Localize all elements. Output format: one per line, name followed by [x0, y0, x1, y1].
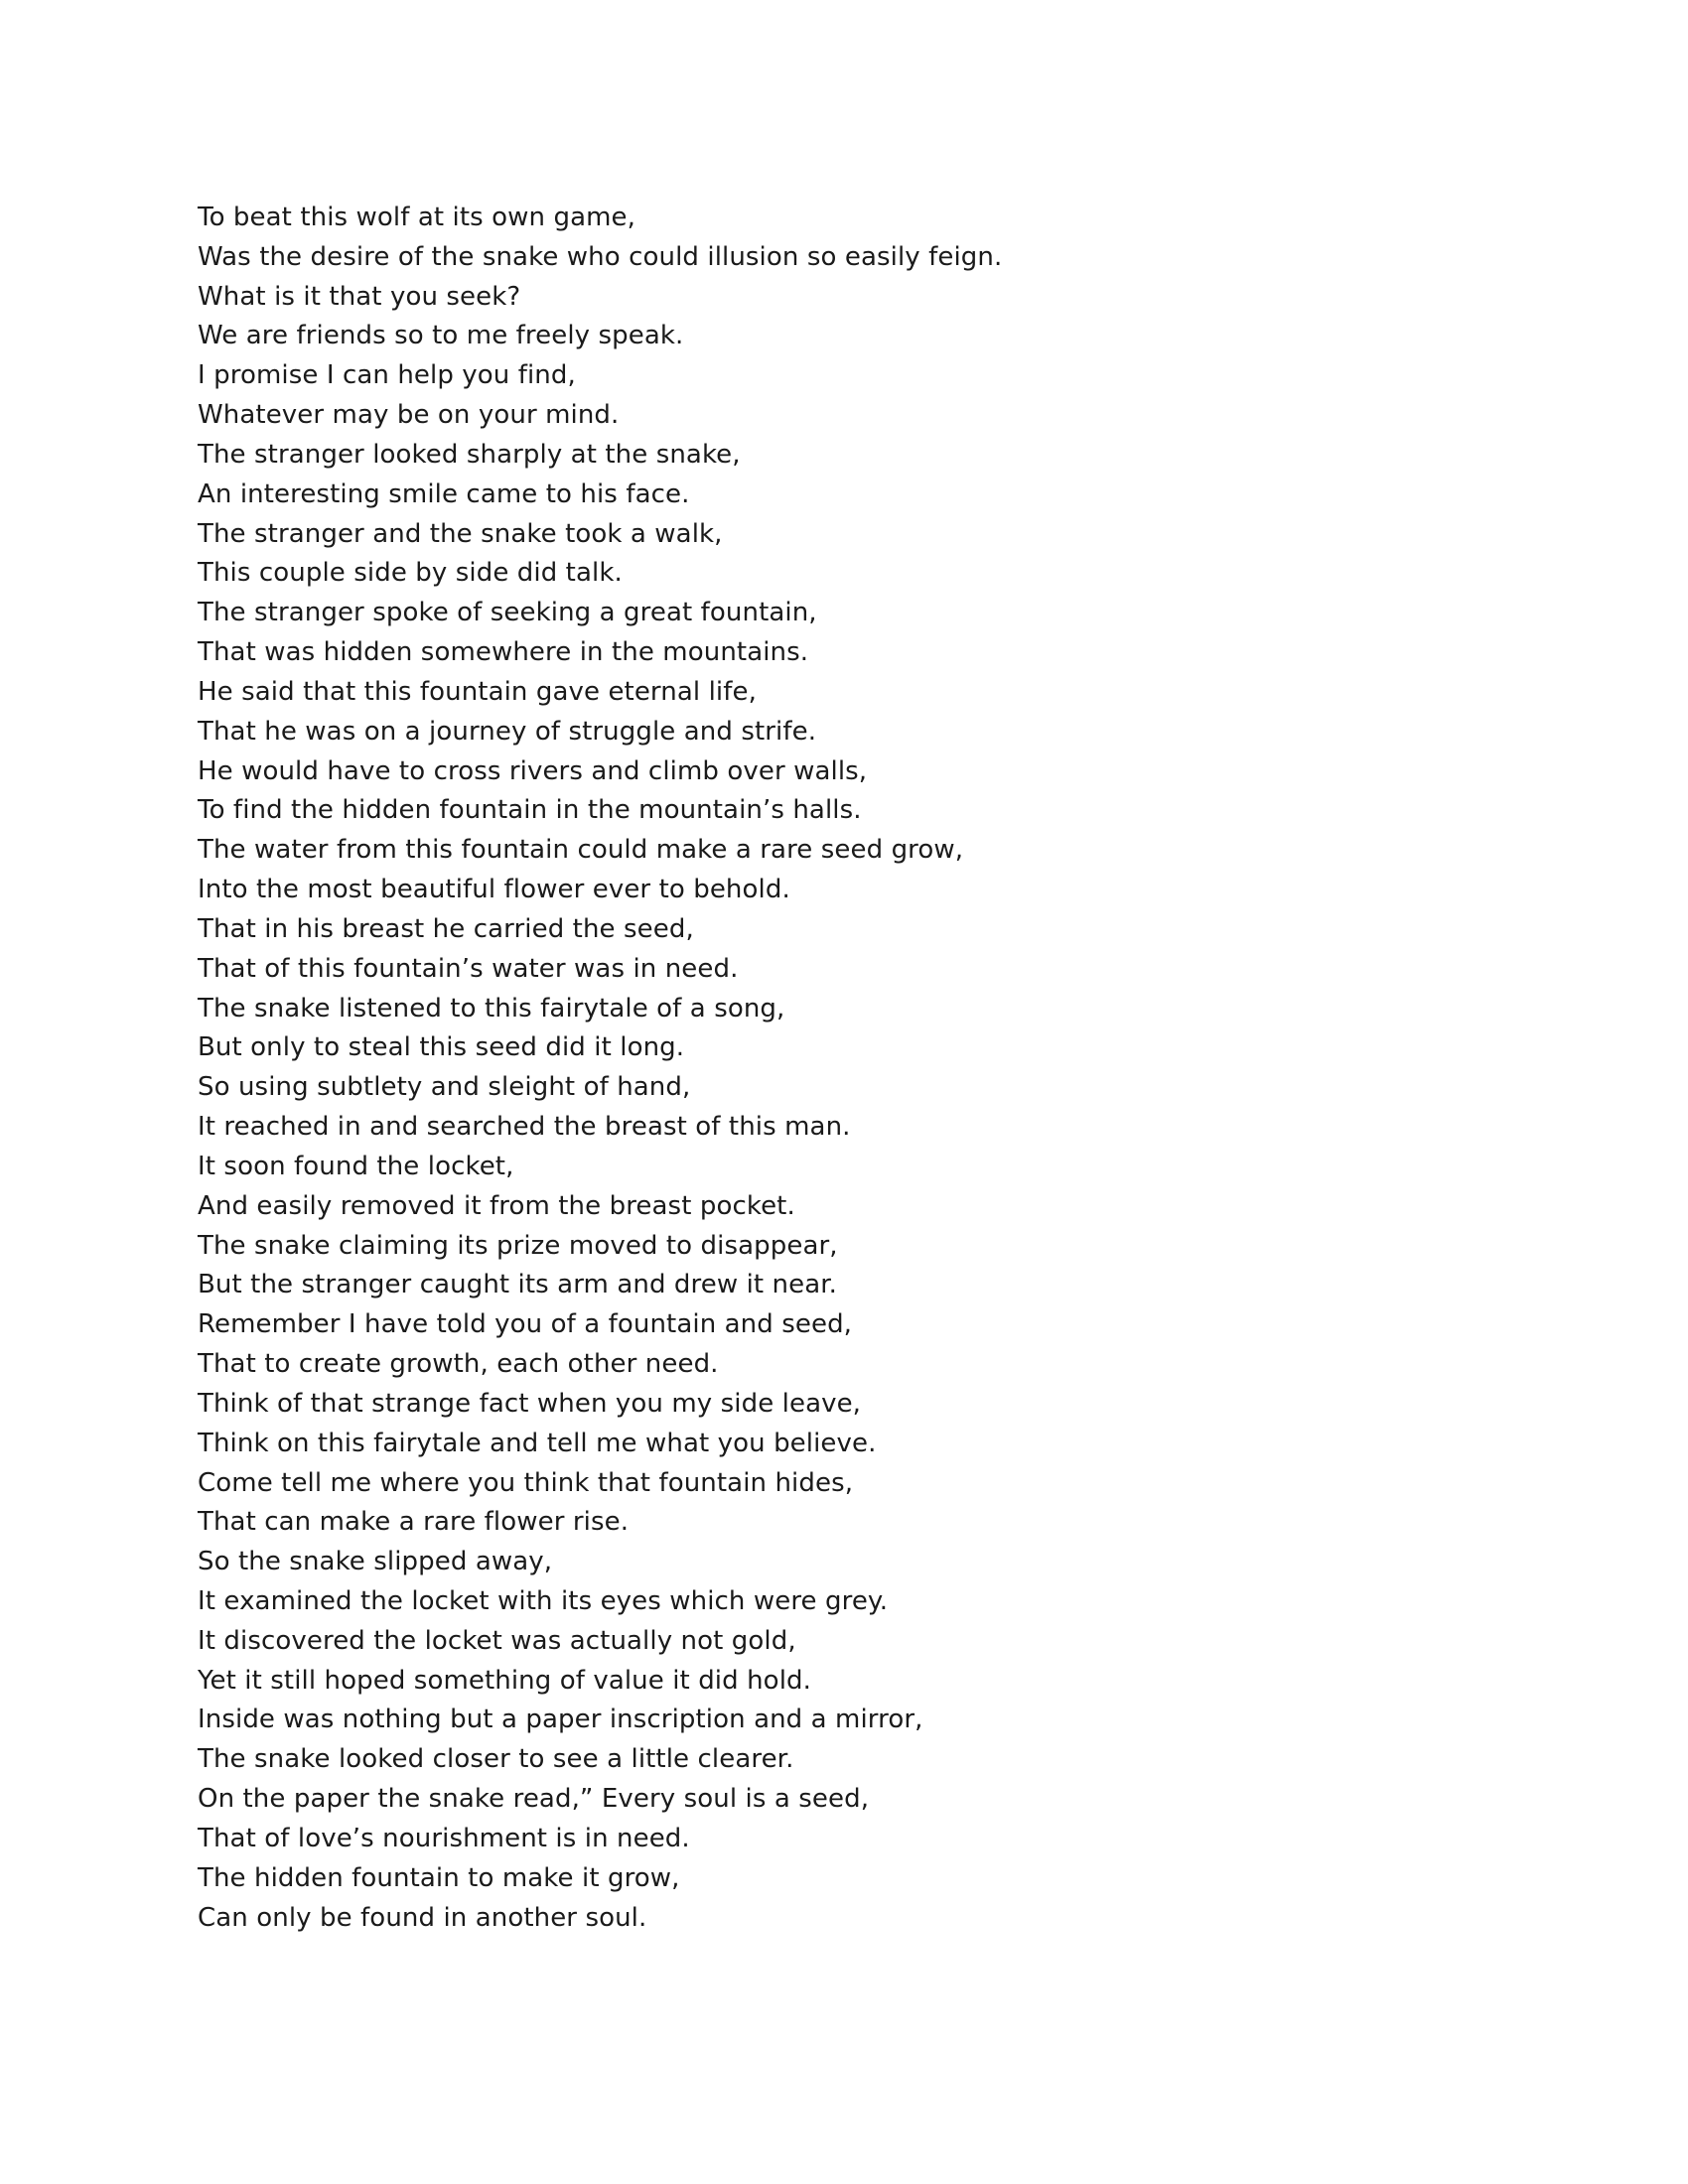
poem-line: The snake listened to this fairytale of a song,	[198, 993, 785, 1024]
poem-line: The snake looked closer to see a little clearer.	[198, 1744, 794, 1775]
poem-line: Was the desire of the snake who could illusion so easily feign.	[198, 241, 1003, 272]
poem-line: To find the hidden fountain in the mountain’s halls.	[198, 795, 862, 826]
poem-line: Can only be found in another soul.	[198, 1902, 647, 1933]
poem-line: And easily removed it from the breast pocket.	[198, 1190, 795, 1221]
poem-line: The stranger spoke of seeking a great fountain,	[198, 598, 817, 628]
poem-line: That to create growth, each other need.	[198, 1349, 719, 1380]
poem-line: An interesting smile came to his face.	[198, 478, 690, 509]
poem-line: That of love’s nourishment is in need.	[198, 1823, 690, 1853]
poem-body	[198, 199, 1488, 1938]
poem-line: On the paper the snake read,” Every soul is a seed,	[198, 1784, 870, 1815]
poem-line: It examined the locket with its eyes which were grey.	[198, 1585, 889, 1616]
poem-line: But the stranger caught its arm and drew it near.	[198, 1270, 838, 1300]
poem-line: But only to steal this seed did it long.	[198, 1032, 685, 1063]
poem-line: Whatever may be on your mind.	[198, 400, 620, 431]
poem-line: So using subtlety and sleight of hand,	[198, 1072, 691, 1103]
poem-line: He would have to cross rivers and climb over walls,	[198, 755, 868, 786]
poem-line: It reached in and searched the breast of this man.	[198, 1112, 851, 1143]
poem-line: Think on this fairytale and tell me what you believe.	[198, 1428, 877, 1458]
poem-line: That he was on a journey of struggle and strife.	[198, 716, 817, 747]
poem-line: Think of that strange fact when you my side leave,	[198, 1388, 862, 1419]
poem-line: The hidden fountain to make it grow,	[198, 1862, 680, 1893]
poem-line: It soon found the locket,	[198, 1151, 514, 1181]
poem-line: Yet it still hoped something of value it did hold.	[198, 1665, 811, 1696]
poem-line: That can make a rare flower rise.	[198, 1507, 630, 1538]
poem-line: The snake claiming its prize moved to disappear,	[198, 1230, 838, 1261]
poem-line: So the snake slipped away,	[198, 1547, 553, 1577]
poem-line: Come tell me where you think that fountain hides,	[198, 1467, 854, 1498]
poem-line: The water from this fountain could make a rare seed grow,	[198, 835, 964, 866]
poem-line: The stranger and the snake took a walk,	[198, 518, 723, 549]
poem-line: Remember I have told you of a fountain and seed,	[198, 1309, 853, 1340]
poem-line: This couple side by side did talk.	[198, 558, 623, 589]
poem-line: That in his breast he carried the seed,	[198, 913, 694, 944]
poem-line: The stranger looked sharply at the snake,	[198, 439, 741, 470]
poem-line: I promise I can help you find,	[198, 360, 576, 391]
poem-line: He said that this fountain gave eternal life,	[198, 676, 757, 707]
poem-line: We are friends so to me freely speak.	[198, 321, 684, 351]
poem-line: Inside was nothing but a paper inscription and a mirror,	[198, 1705, 923, 1735]
poem-line: That was hidden somewhere in the mountains.	[198, 637, 809, 668]
poem-line: To beat this wolf at its own game,	[198, 203, 636, 232]
poem-line: It discovered the locket was actually not gold,	[198, 1625, 796, 1656]
poem-line: What is it that you seek?	[198, 281, 521, 312]
poem-line: Into the most beautiful flower ever to behold.	[198, 875, 790, 905]
poem-line: That of this fountain’s water was in need.	[198, 953, 739, 984]
